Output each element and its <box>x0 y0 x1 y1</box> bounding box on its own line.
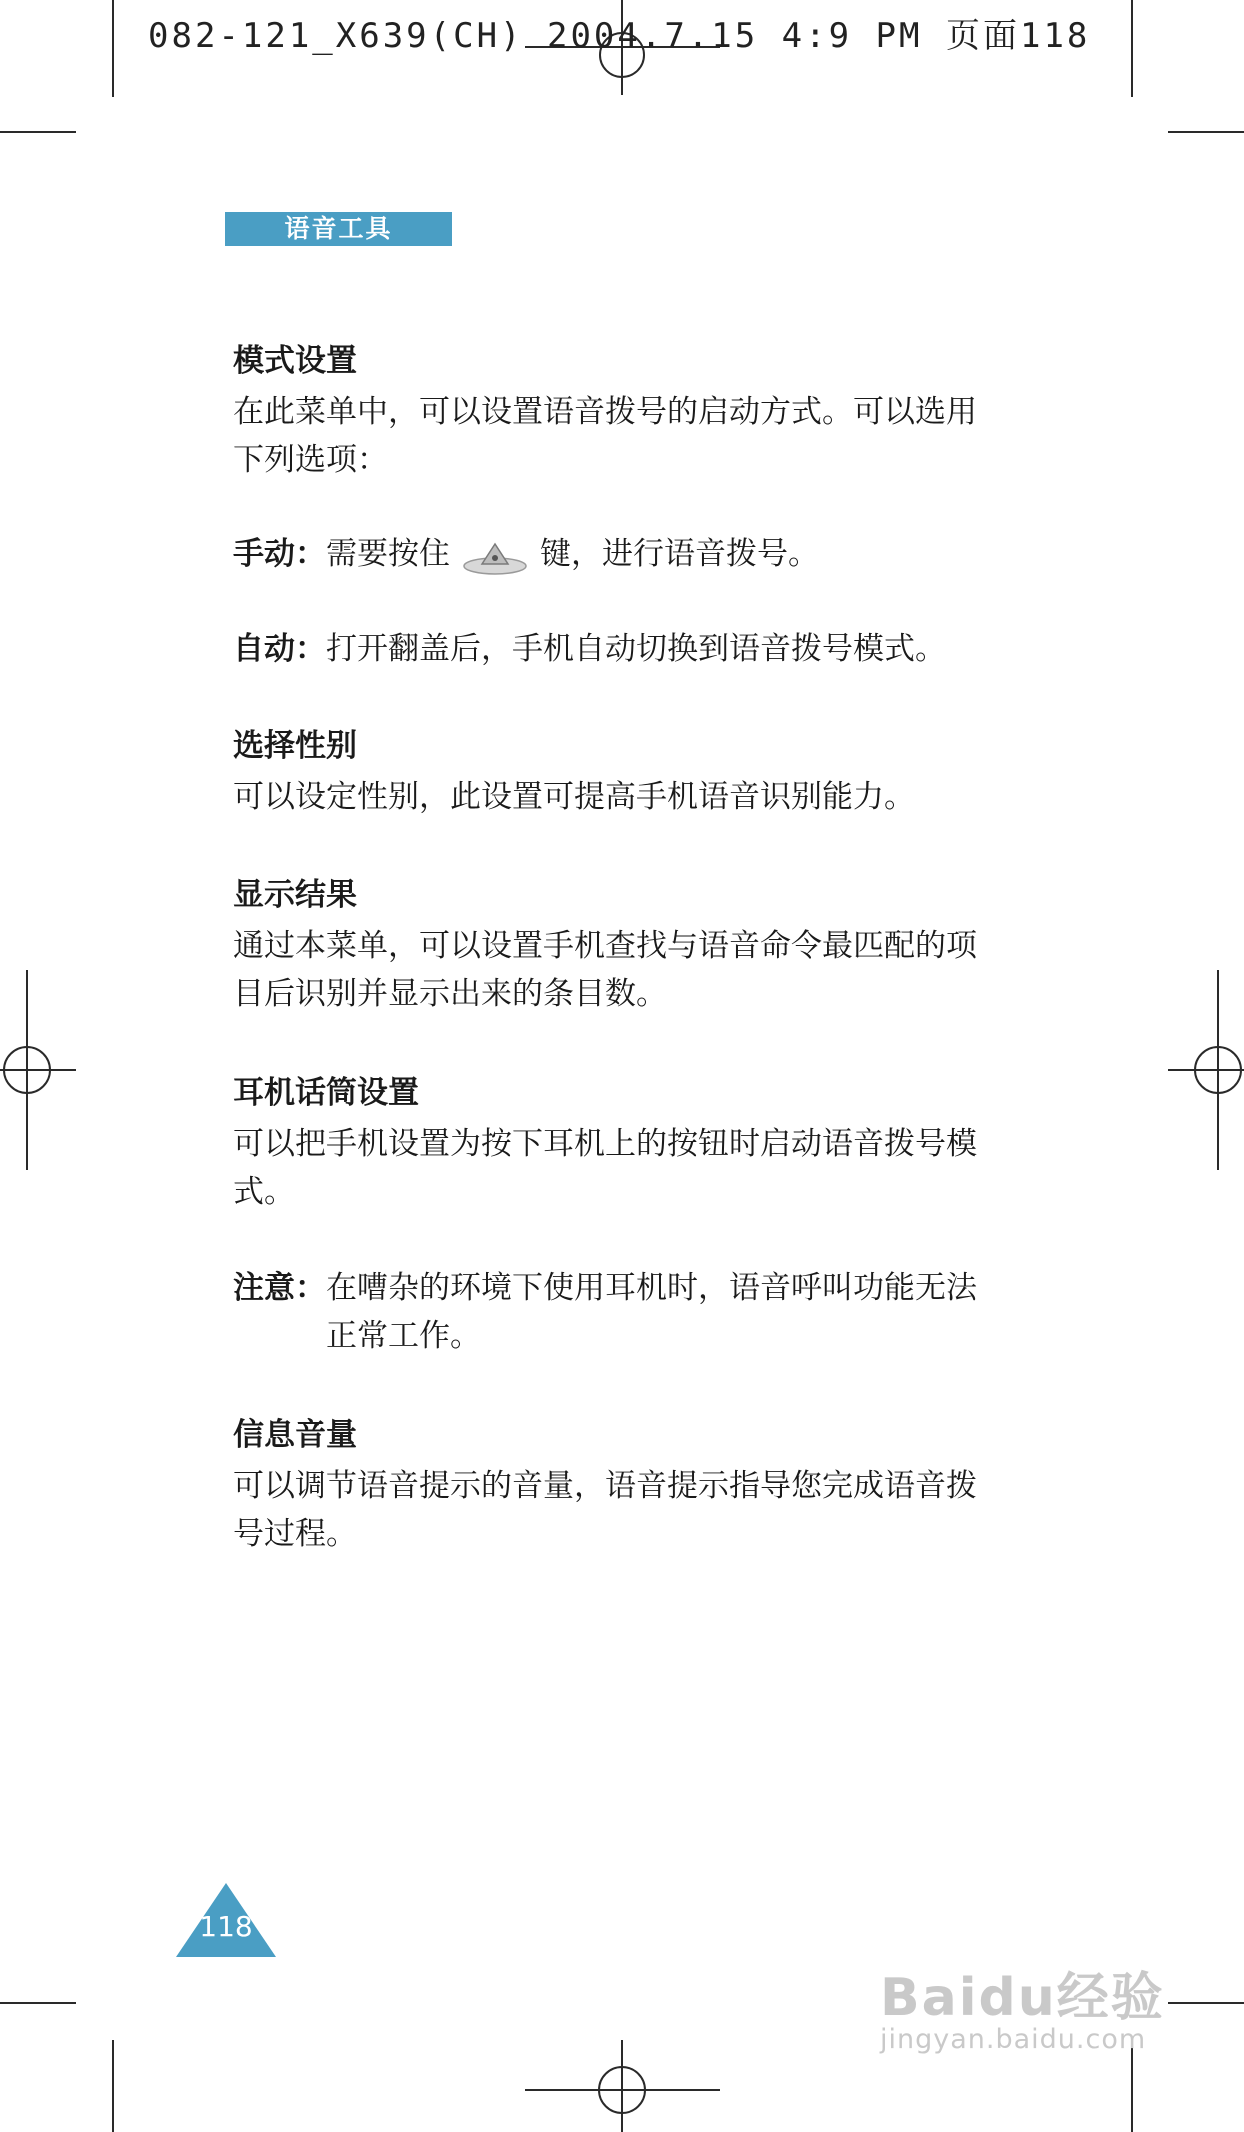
option-label: 手动： <box>233 536 326 572</box>
watermark-logo: Baidu经验 <box>880 1968 1165 2028</box>
registration-mark-left <box>0 970 76 1170</box>
page-content <box>233 338 993 1558</box>
section-body: 通过本菜单，可以设置手机查找与语音命令最匹配的项目后识别并显示出来的条目数。 <box>233 928 977 1012</box>
section-body: 可以把手机设置为按下耳机上的按钮时启动语音拨号模式。 <box>233 1126 977 1210</box>
registration-mark-right <box>1168 970 1244 1170</box>
section-heading: 选择性别 <box>233 728 357 764</box>
print-header: 082-121_X639(CH) 2004.7.15 4:9 PM 页面118 <box>148 16 1091 56</box>
option-auto <box>233 625 993 673</box>
option-text: 打开翻盖后，手机自动切换到语音拨号模式。 <box>326 631 946 667</box>
option-label: 自动： <box>233 631 326 667</box>
option-text: 键，进行语音拨号。 <box>540 536 819 572</box>
page-number: 118 <box>199 1910 253 1943</box>
section-body: 在此菜单中，可以设置语音拨号的启动方式。可以选用下列选项： <box>233 394 977 478</box>
note-text: 在嘈杂的环境下使用耳机时，语音呼叫功能无法正常工作。 <box>326 1270 977 1354</box>
registration-mark-bottom <box>525 2040 720 2132</box>
watermark <box>880 1955 1165 2055</box>
option-manual <box>233 530 993 578</box>
section-tab: 语音工具 <box>225 212 452 246</box>
option-text: 需要按住 <box>326 536 450 572</box>
crop-mark <box>0 131 76 133</box>
section-heading: 信息音量 <box>233 1417 357 1453</box>
section-body: 可以调节语音提示的音量，语音提示指导您完成语音拨号过程。 <box>233 1468 977 1552</box>
note <box>233 1264 993 1360</box>
watermark-url: jingyan.baidu.com <box>880 2024 1147 2055</box>
section-body: 可以设定性别，此设置可提高手机语音识别能力。 <box>233 779 915 815</box>
section-heading: 耳机话筒设置 <box>233 1075 419 1111</box>
section-heading: 模式设置 <box>233 343 357 379</box>
crop-mark <box>1131 0 1133 97</box>
section-heading: 显示结果 <box>233 877 357 913</box>
crop-mark <box>112 2040 114 2132</box>
crop-mark <box>1168 2002 1244 2004</box>
crop-mark <box>0 2002 76 2004</box>
voice-key-icon <box>462 536 528 576</box>
crop-mark <box>1168 131 1244 133</box>
note-label: 注意： <box>233 1270 326 1306</box>
crop-mark <box>112 0 114 97</box>
